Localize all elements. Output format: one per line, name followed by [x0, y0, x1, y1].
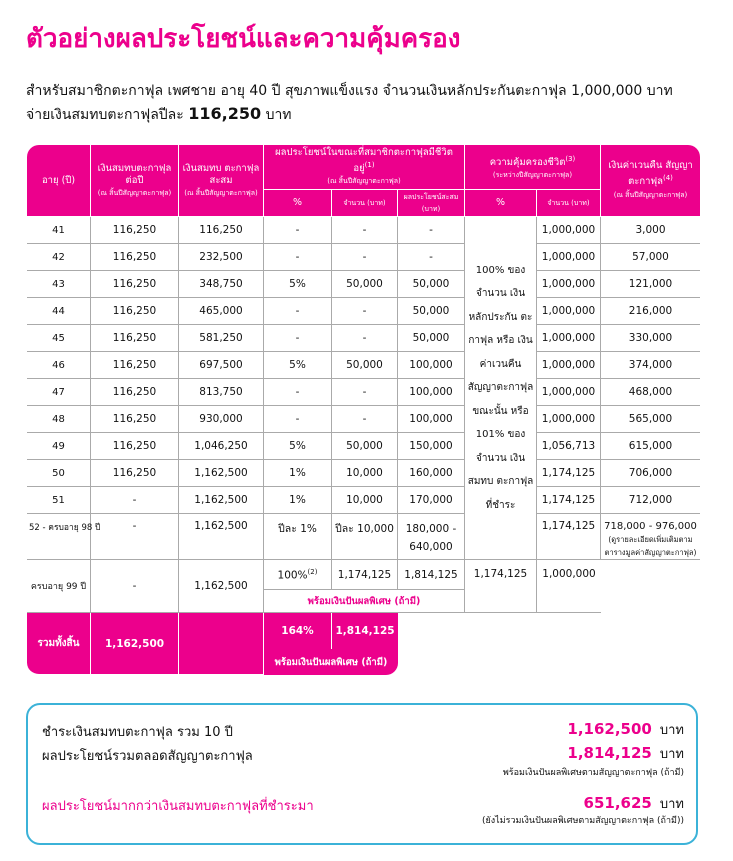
- total-contribution: 1,162,500: [91, 613, 179, 675]
- cell-cover: 1,000,000: [537, 298, 601, 325]
- table-row: [27, 244, 700, 271]
- cell-accum: 1,814,125: [398, 560, 465, 590]
- cell-cumulative: 813,750: [179, 379, 264, 406]
- table-row: [27, 271, 700, 298]
- table-row: [27, 433, 700, 460]
- total-pct: 164%: [264, 613, 332, 649]
- table-row: [27, 406, 700, 433]
- cell-accum: -: [398, 244, 465, 271]
- cell-surrender: 468,000: [601, 379, 700, 406]
- cell-pct: -: [264, 406, 332, 433]
- cell-pct: 1%: [264, 460, 332, 487]
- cell-surrender: 706,000: [601, 460, 700, 487]
- table-row: [27, 460, 700, 487]
- cell-cumulative: 930,000: [179, 406, 264, 433]
- cell-cover: 1,174,125: [537, 460, 601, 487]
- cell-age: 51: [27, 487, 91, 514]
- cell-contribution: 116,250: [91, 325, 179, 352]
- cell-cover: 1,174,125: [465, 560, 537, 613]
- table-row: [27, 514, 700, 560]
- intro-amount: 116,250: [188, 104, 262, 123]
- cell-surrender: 565,000: [601, 406, 700, 433]
- summary-benefit-value: 1,814,125 บาท: [567, 744, 684, 762]
- total-label: รวมทั้งสิ้น: [27, 613, 91, 675]
- table-row: [27, 298, 700, 325]
- cell-contribution: 116,250: [91, 460, 179, 487]
- intro-line-1: สำหรับสมาชิกตะกาฟุล เพศชาย อายุ 40 ปี สุขภาพแข็งแรง จำนวนเงินหลักประกันตะกาฟุล 1,000,000 บาท: [26, 83, 673, 99]
- cell-age: 48: [27, 406, 91, 433]
- cell-cover: 1,000,000: [537, 325, 601, 352]
- cell-age: 49: [27, 433, 91, 460]
- cell-amount: 1,174,125: [332, 560, 398, 590]
- cell-cumulative: 348,750: [179, 271, 264, 298]
- cell-contribution: 116,250: [91, 298, 179, 325]
- summary-excess-label: ผลประโยชน์มากกว่าเงินสมทบตะกาฟุลที่ชำระมา: [42, 799, 314, 814]
- cell-pct: -: [264, 244, 332, 271]
- cell-pct: 5%: [264, 433, 332, 460]
- blank-area: [398, 649, 700, 675]
- cell-cumulative: 1,046,250: [179, 433, 264, 460]
- cell-cumulative: 1,162,500: [179, 514, 264, 560]
- cell-cumulative: 1,162,500: [179, 487, 264, 514]
- cell-age: 52 - ครบอายุ 98 ปี: [27, 514, 91, 560]
- cell-cover: 1,000,000: [537, 271, 601, 298]
- cell-cumulative: 1,162,500: [179, 460, 264, 487]
- cell-amount: 10,000: [332, 460, 398, 487]
- cell-age: 43: [27, 271, 91, 298]
- cell-surrender: 718,000 - 976,000 (ดูรายละเอียดเพิ่มเติมตามตารางมูลค่าสัญญาตะกาฟุล): [601, 514, 700, 560]
- cell-contribution: 116,250: [91, 379, 179, 406]
- special-dividend-note: พร้อมเงินปันผลพิเศษ (ถ้ามี): [264, 590, 465, 613]
- table-row: [27, 379, 700, 406]
- cell-cover: 1,000,000: [537, 217, 601, 244]
- cell-contribution: 116,250: [91, 271, 179, 298]
- cell-accum: 50,000: [398, 325, 465, 352]
- page-title: ตัวอย่างผลประโยชน์และความคุ้มครอง: [26, 24, 461, 54]
- cell-amount: 10,000: [332, 487, 398, 514]
- cell-age: 47: [27, 379, 91, 406]
- cell-cumulative: 116,250: [179, 217, 264, 244]
- cell-accum: 100,000: [398, 379, 465, 406]
- cell-pct: -: [264, 298, 332, 325]
- table-row: [27, 560, 700, 590]
- cell-cover: 1,000,000: [537, 244, 601, 271]
- cell-accum: 170,000: [398, 487, 465, 514]
- merged-cover-cell: 100% ของ จำนวน เงินหลักประกัน ตะกาฟุล หรือ เงินค่าเวนคืน สัญญาตะกาฟุล ขณะนั้น หรือ 101% ของ จำนวน เงินสมทบ ตะกาฟุลที่ชำระ: [465, 217, 537, 560]
- cell-cumulative: 1,162,500: [179, 560, 264, 613]
- cell-contribution: 116,250: [91, 406, 179, 433]
- cell-surrender: 216,000: [601, 298, 700, 325]
- cell-accum: 100,000: [398, 406, 465, 433]
- cell-age: 42: [27, 244, 91, 271]
- cell-age: 46: [27, 352, 91, 379]
- cell-cover: 1,174,125: [537, 514, 601, 560]
- cell-surrender: 615,000: [601, 433, 700, 460]
- header-contribution: เงินสมทบตะกาฟุล ต่อปี (ณ สิ้นปีสัญญาตะกาฟุล): [91, 145, 179, 217]
- cell-contribution: -: [91, 560, 179, 613]
- cell-amount: -: [332, 325, 398, 352]
- table-row: [27, 487, 700, 514]
- intro-line-2: [26, 104, 292, 126]
- header-living-benefit: ผลประโยชน์ในขณะที่สมาชิกตะกาฟุลมีชีวิตอยู่$^{(1)}$ (ณ สิ้นปีสัญญาตะกาฟุล): [264, 145, 465, 190]
- cell-age: 41: [27, 217, 91, 244]
- cell-surrender: 121,000: [601, 271, 700, 298]
- cell-pct: 100%$^{(2)}$: [264, 560, 332, 590]
- header-age: อายุ (ปี): [27, 145, 91, 217]
- cell-surrender: 374,000: [601, 352, 700, 379]
- summary-excess-value: 651,625 บาท: [583, 794, 684, 812]
- cell-contribution: -: [91, 487, 179, 514]
- cell-cumulative: 581,250: [179, 325, 264, 352]
- cell-pct: 1%: [264, 487, 332, 514]
- cell-cumulative: 697,500: [179, 352, 264, 379]
- cell-surrender: 712,000: [601, 487, 700, 514]
- cell-pct: -: [264, 379, 332, 406]
- cell-pct: -: [264, 325, 332, 352]
- cell-age: 44: [27, 298, 91, 325]
- cell-amount: ปีละ 10,000: [332, 514, 398, 560]
- cell-amount: -: [332, 244, 398, 271]
- intro-prefix: จ่ายเงินสมทบตะกาฟุลปีละ: [26, 107, 184, 123]
- summary-box: [26, 703, 698, 845]
- cell-amount: -: [332, 298, 398, 325]
- summary-contrib-label: ชำระเงินสมทบตะกาฟุล รวม 10 ปี: [42, 725, 233, 740]
- cell-contribution: 116,250: [91, 433, 179, 460]
- total-row: [27, 613, 700, 649]
- cell-cover: 1,000,000: [537, 352, 601, 379]
- cell-pct: 5%: [264, 352, 332, 379]
- cell-age: ครบอายุ 99 ปี: [27, 560, 91, 613]
- cell-cover: 1,056,713: [537, 433, 601, 460]
- cell-surrender: 3,000: [601, 217, 700, 244]
- header-amount2: จำนวน (บาท): [537, 190, 601, 217]
- cell-accum: 160,000: [398, 460, 465, 487]
- header-pct2: %: [465, 190, 537, 217]
- header-amount: จำนวน (บาท): [332, 190, 398, 217]
- cell-cover: 1,000,000: [537, 406, 601, 433]
- benefit-table: [27, 145, 700, 675]
- intro-unit: บาท: [265, 107, 292, 123]
- cell-cover: 1,000,000: [537, 379, 601, 406]
- cell-amount: -: [332, 406, 398, 433]
- summary-contrib-value: 1,162,500 บาท: [567, 720, 684, 738]
- cell-accum: 50,000: [398, 271, 465, 298]
- cell-surrender: 330,000: [601, 325, 700, 352]
- cell-contribution: 116,250: [91, 217, 179, 244]
- header-cumulative: เงินสมทบ ตะกาฟุลสะสม (ณ สิ้นปีสัญญาตะกาฟุล): [179, 145, 264, 217]
- cell-accum: 100,000: [398, 352, 465, 379]
- header-life-cover: ความคุ้มครองชีวิต$^{(3)}$ (ระหว่างปีสัญญาตะกาฟุล): [465, 145, 601, 190]
- cell-amount: 50,000: [332, 271, 398, 298]
- cell-cover: 1,174,125: [537, 487, 601, 514]
- table-row: [27, 352, 700, 379]
- header-surrender: เงินค่าเวนคืน สัญญาตะกาฟุล$^{(4)}$ (ณ สิ้นปีสัญญาตะกาฟุล): [601, 145, 700, 217]
- cell-amount: -: [332, 217, 398, 244]
- summary-benefit-note: พร้อมเงินปันผลพิเศษตามสัญญาตะกาฟุล (ถ้ามี): [502, 768, 684, 778]
- table-row: [27, 325, 700, 352]
- cell-accum: -: [398, 217, 465, 244]
- cell-amount: 50,000: [332, 352, 398, 379]
- cell-contribution: -: [91, 514, 179, 560]
- cell-surrender: 1,000,000: [537, 560, 601, 613]
- summary-benefit-label: ผลประโยชน์รวมตลอดสัญญาตะกาฟุล: [42, 749, 253, 764]
- blank-area: [398, 613, 700, 649]
- cell-age: 45: [27, 325, 91, 352]
- cell-accum: 50,000: [398, 298, 465, 325]
- cell-amount: -: [332, 379, 398, 406]
- total-note: พร้อมเงินปันผลพิเศษ (ถ้ามี): [264, 649, 398, 675]
- cell-surrender: 57,000: [601, 244, 700, 271]
- header-accum: ผลประโยชน์สะสม (บาท): [398, 190, 465, 217]
- header-pct: %: [264, 190, 332, 217]
- total-amount: 1,814,125: [332, 613, 398, 649]
- cell-cumulative: 465,000: [179, 298, 264, 325]
- cell-pct: ปีละ 1%: [264, 514, 332, 560]
- cell-amount: 50,000: [332, 433, 398, 460]
- summary-excess-note: (ยังไม่รวมเงินปันผลพิเศษตามสัญญาตะกาฟุล (ถ้ามี)): [481, 816, 684, 826]
- cell-pct: -: [264, 217, 332, 244]
- total-cumulative-empty: [179, 613, 264, 675]
- cell-age: 50: [27, 460, 91, 487]
- cell-contribution: 116,250: [91, 352, 179, 379]
- cell-cumulative: 232,500: [179, 244, 264, 271]
- cell-accum: 150,000: [398, 433, 465, 460]
- cell-pct: 5%: [264, 271, 332, 298]
- table-row: [27, 217, 700, 244]
- cell-contribution: 116,250: [91, 244, 179, 271]
- cell-accum: 180,000 - 640,000: [398, 514, 465, 560]
